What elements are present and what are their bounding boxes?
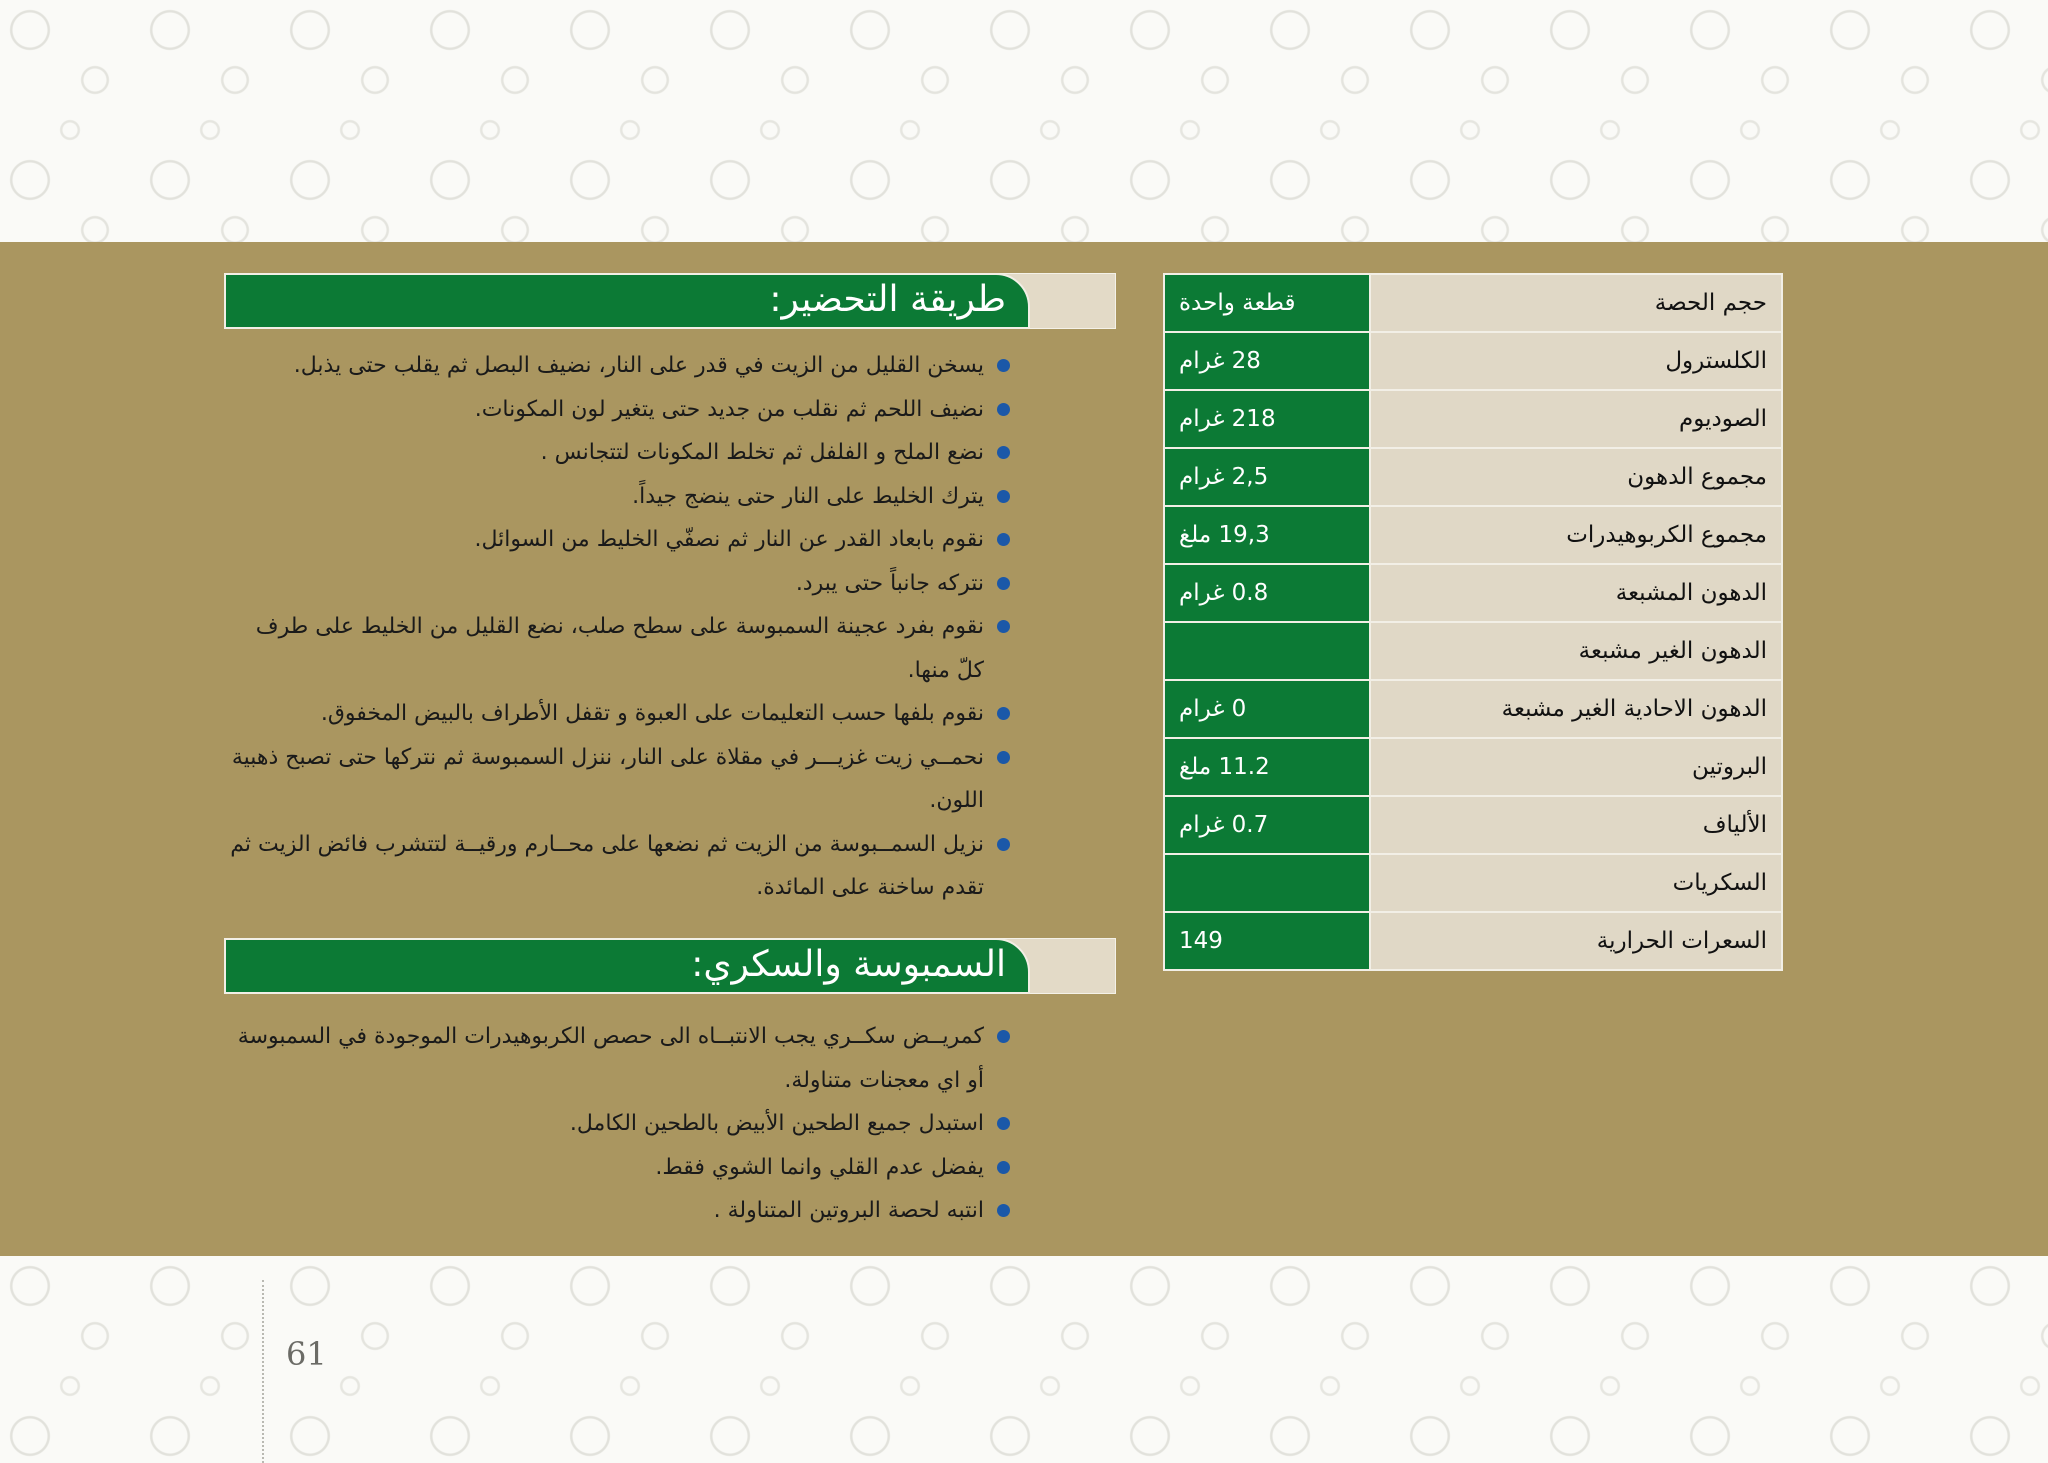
nutrient-label: الدهون الاحادية الغير مشبعة [1370,680,1782,738]
nutrient-value [1164,854,1370,912]
bullet-icon [997,1204,1010,1217]
nutrient-value: 28 غرام [1164,332,1370,390]
bullet-icon [997,446,1010,459]
list-item-text: نزيل السمــبوسة من الزيت ثم نضعها على محــارم ورقيــة لتتشرب فائض الزيت ثم تقدم ساخنة على المائدة. [230,831,984,900]
nutrient-label: السكريات [1370,854,1782,912]
diabetes-tip [230,1015,1010,1102]
nutrient-label: الدهون الغير مشبعة [1370,622,1782,680]
preparation-step [230,475,1010,519]
list-item-text: انتبه لحصة البروتين المتناولة . [713,1198,984,1223]
diabetes-header [224,938,1116,994]
diabetes-tip [230,1189,1010,1233]
preparation-step [230,562,1010,606]
doodle-background-top [0,0,2048,242]
nutrition-row [1164,390,1782,448]
preparation-step [230,823,1010,910]
nutrient-value [1164,622,1370,680]
nutrition-row [1164,564,1782,622]
preparation-step [230,431,1010,475]
diabetes-tip [230,1102,1010,1146]
bullet-icon [997,620,1010,633]
page-number-divider [262,1280,264,1463]
bullet-icon [997,403,1010,416]
list-item-text: نقوم بلفها حسب التعليمات على العبوة و تقفل الأطراف بالبيض المخفوق. [320,701,984,726]
nutrient-value: 11.2 ملغ [1164,738,1370,796]
bullet-icon [997,838,1010,851]
bullet-icon [997,1030,1010,1043]
preparation-step [230,692,1010,736]
diabetes-tip [230,1146,1010,1190]
preparation-header [224,273,1116,329]
list-item-text: نقوم بابعاد القدر عن النار ثم نصفّي الخليط من السوائل. [474,527,984,552]
bullet-icon [997,490,1010,503]
preparation-step [230,605,1010,692]
list-item-text: نضيف اللحم ثم نقلب من جديد حتى يتغير لون المكونات. [474,396,984,422]
nutrient-label: الكلسترول [1370,332,1782,390]
nutrient-label: حجم الحصة [1370,274,1782,332]
nutrient-label: الألياف [1370,796,1782,854]
nutrition-row [1164,796,1782,854]
list-item-text: استبدل جميع الطحين الأبيض بالطحين الكامل. [569,1111,984,1136]
diabetes-title: السمبوسة والسكري: [691,944,1006,985]
bullet-icon [997,751,1010,764]
bullet-icon [997,359,1010,372]
nutrient-value: 0.7 غرام [1164,796,1370,854]
list-item-text: يترك الخليط على النار حتى ينضج جيداً. [632,483,984,509]
list-item-text: نحمــي زيت غزيـــر في مقلاة على النار، ننزل السمبوسة ثم نتركها حتى تصبح ذهبية اللون. [231,744,984,813]
page-number: 61 [286,1335,327,1373]
nutrition-row [1164,448,1782,506]
bullet-icon [997,533,1010,546]
diabetes-tips [230,1015,1010,1233]
preparation-step [230,388,1010,432]
bullet-icon [997,577,1010,590]
list-item-text: يفضل عدم القلي وانما الشوي فقط. [655,1154,984,1180]
preparation-title: طريقة التحضير: [769,279,1006,320]
nutrition-row [1164,738,1782,796]
list-item-text: نقوم بفرد عجينة السمبوسة على سطح صلب، نضع القليل من الخليط على طرف كلّ منها. [255,614,984,683]
preparation-step [230,736,1010,823]
list-item-text: يسخن القليل من الزيت في قدر على النار، نضيف البصل ثم يقلب حتى يذبل. [293,353,984,378]
nutrient-value: 0.8 غرام [1164,564,1370,622]
nutrition-row [1164,912,1782,970]
nutrition-row [1164,854,1782,912]
preparation-step [230,518,1010,562]
list-item-text: نضع الملح و الفلفل ثم تخلط المكونات لتتجانس . [540,440,984,465]
nutrition-row [1164,680,1782,738]
nutrient-value: قطعة واحدة [1164,274,1370,332]
bullet-icon [997,707,1010,720]
list-item-text: نتركه جانباً حتى يبرد. [795,570,984,596]
nutrient-value: 218 غرام [1164,390,1370,448]
nutrition-row [1164,622,1782,680]
nutrition-row [1164,274,1782,332]
preparation-step [230,344,1010,388]
nutrient-value: 19,3 ملغ [1164,506,1370,564]
bullet-icon [997,1161,1010,1174]
nutrient-label: مجموع الدهون [1370,448,1782,506]
list-item-text: كمريــض سكــري يجب الانتبــاه الى حصص الكربوهيدرات الموجودة في السمبوسة أو اي معجنات متناولة. [237,1024,984,1093]
nutrient-value: 149 [1164,912,1370,970]
nutrition-row [1164,506,1782,564]
nutrition-table [1163,273,1783,971]
nutrient-label: الدهون المشبعة [1370,564,1782,622]
nutrient-label: البروتين [1370,738,1782,796]
nutrient-label: مجموع الكربوهيدرات [1370,506,1782,564]
nutrient-label: السعرات الحرارية [1370,912,1782,970]
nutrient-value: 0 غرام [1164,680,1370,738]
nutrient-value: 2,5 غرام [1164,448,1370,506]
nutrition-row [1164,332,1782,390]
bullet-icon [997,1117,1010,1130]
nutrient-label: الصوديوم [1370,390,1782,448]
preparation-steps [230,344,1010,910]
